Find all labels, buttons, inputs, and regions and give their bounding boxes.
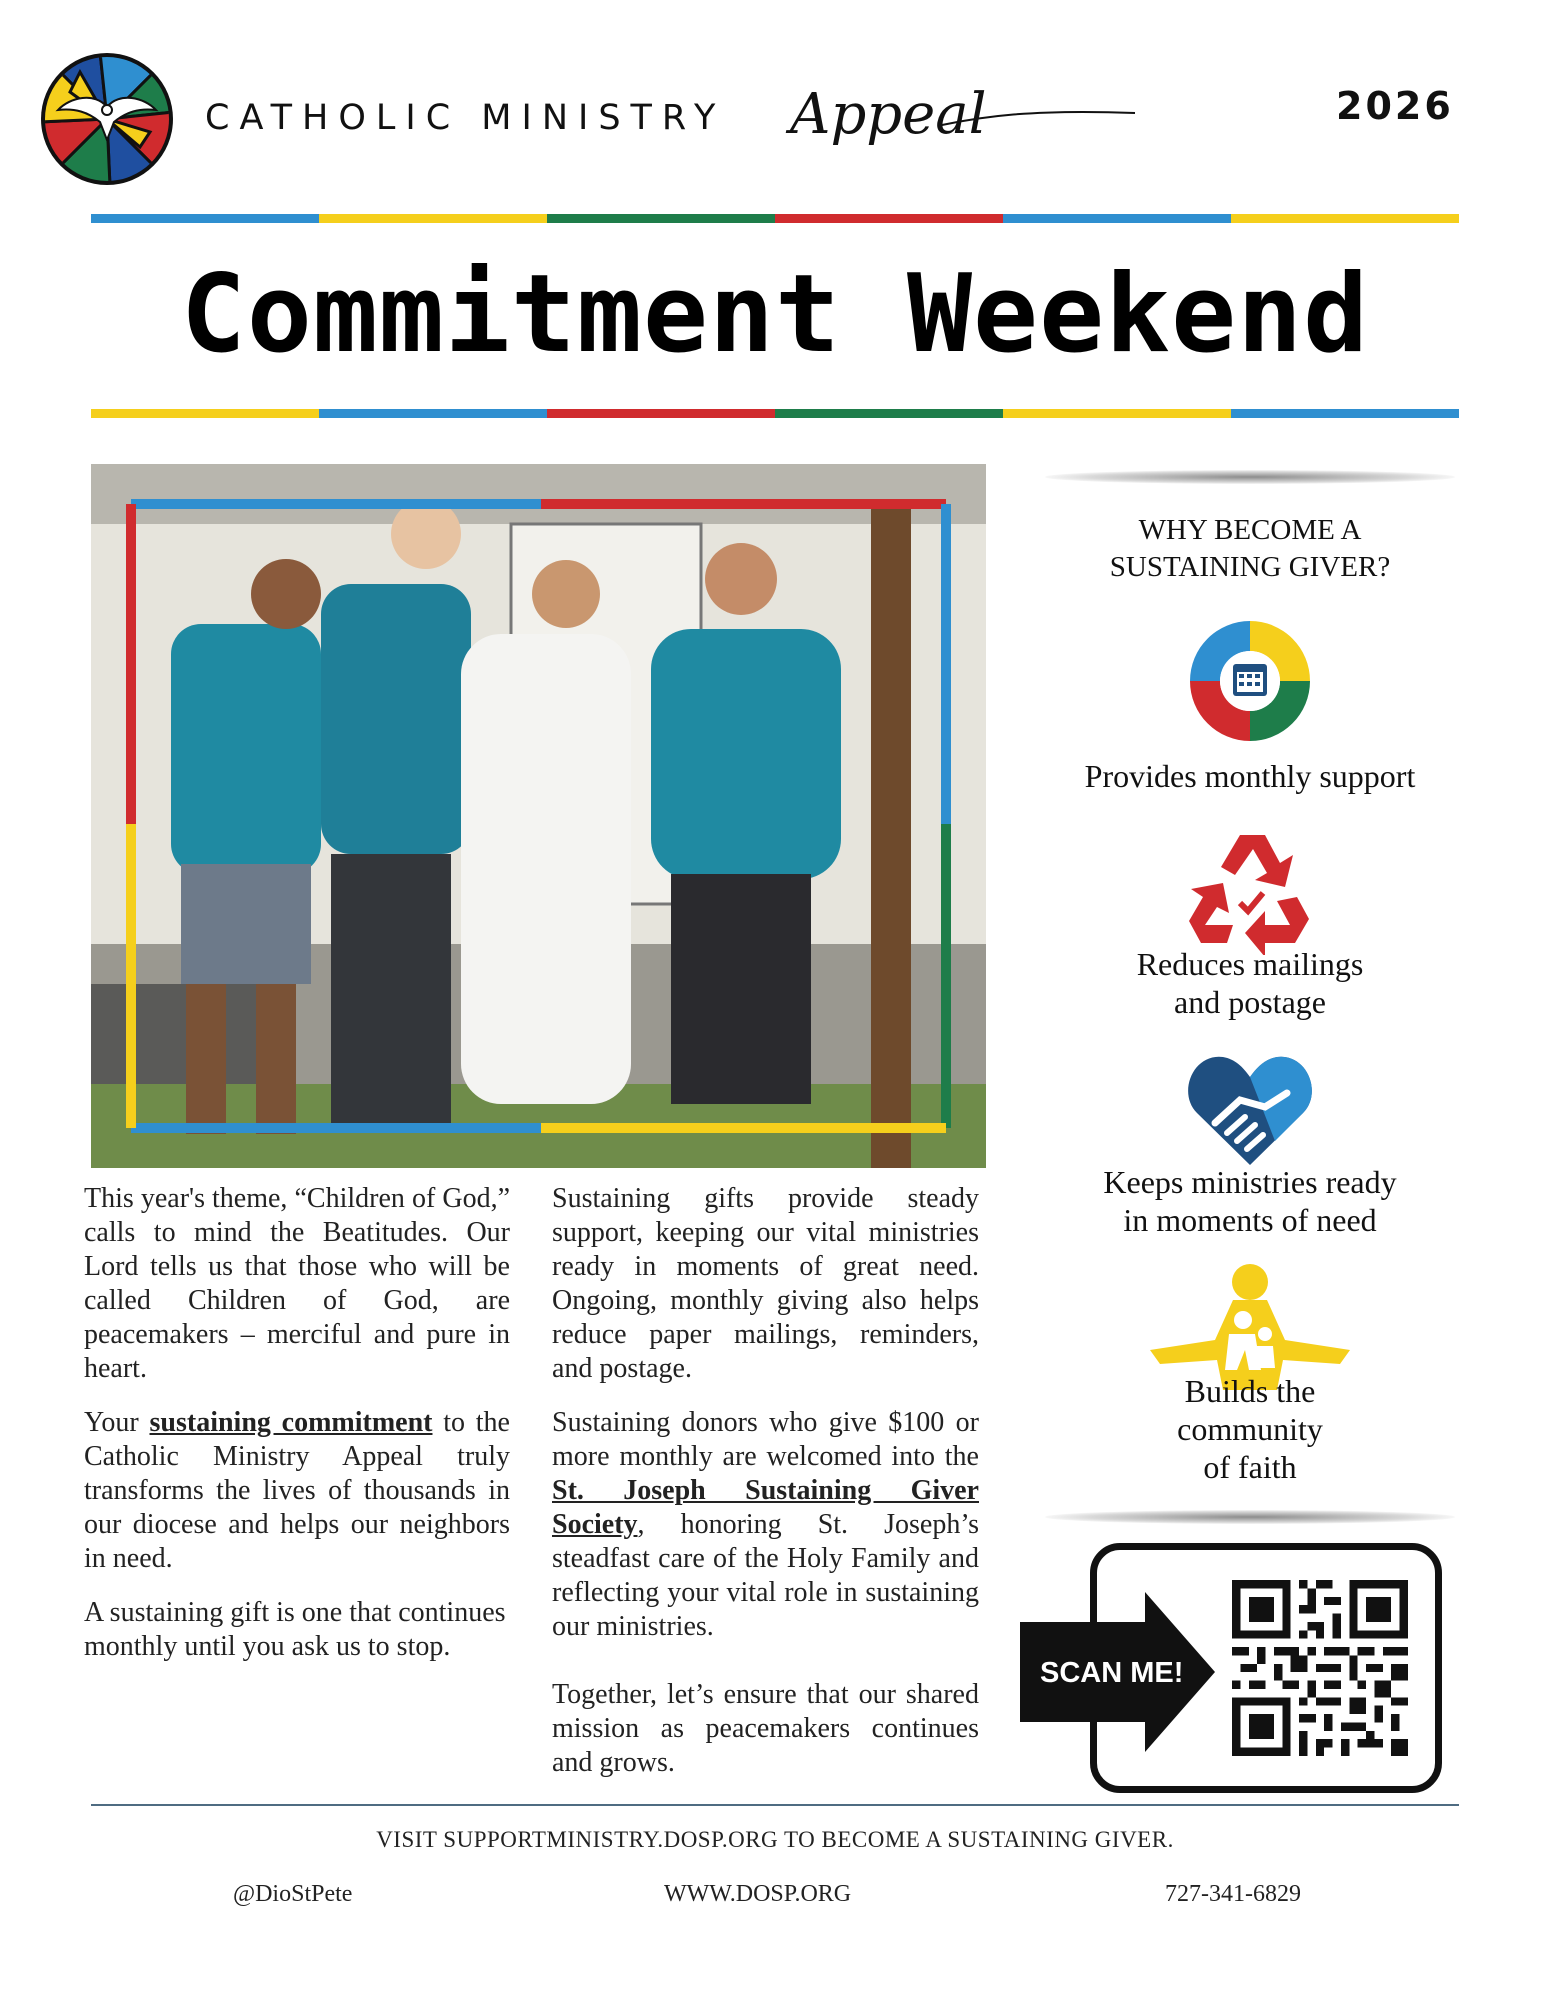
visit-cta: VISIT SUPPORTMINISTRY.DOSP.ORG TO BECOME A SUSTAINING GIVER.	[376, 1827, 1174, 1852]
website-link[interactable]: WWW.DOSP.ORG	[664, 1881, 852, 1907]
commitment-paragraph	[84, 1406, 510, 1576]
sidebar-top-shadow	[1045, 470, 1455, 484]
benefit-line: of faith	[1203, 1449, 1297, 1485]
phone-number[interactable]: 727-341-6829	[1165, 1881, 1301, 1907]
stripe-segment	[319, 214, 547, 223]
benefit-reduces-mailings	[1040, 945, 1460, 1021]
body-column-1	[84, 1182, 510, 1684]
handshake-heart-icon	[1185, 1045, 1315, 1175]
social-handle[interactable]: @DioStPete	[233, 1881, 353, 1907]
stripe-segment	[1003, 409, 1231, 418]
stripe-segment	[547, 409, 775, 418]
text-span: , honoring St. Joseph’s steadfast care of the Holy Family and reflecting your vital role in sustaining our ministries.	[552, 1509, 979, 1642]
stripe-segment	[547, 214, 775, 223]
footer-divider	[91, 1804, 1459, 1806]
calendar-cycle-icon	[1185, 616, 1315, 746]
benefit-line: Provides monthly support	[1084, 758, 1416, 794]
benefit-monthly-support	[1040, 757, 1460, 795]
text-span: to the Catholic Ministry Appeal truly transforms the lives of thousands in our diocese and helps our neighbors in need.	[84, 1407, 510, 1574]
page-title: Commitment Weekend	[180, 252, 1370, 377]
stripe-segment	[1231, 409, 1459, 418]
volunteers-photo	[91, 464, 986, 1168]
text-span: Your	[84, 1407, 150, 1438]
stripe-segment	[775, 409, 1003, 418]
benefit-line: in moments of need	[1123, 1202, 1377, 1238]
benefit-line: community	[1177, 1411, 1323, 1447]
sidebar-heading	[1045, 512, 1455, 586]
body-column-2	[552, 1182, 979, 1800]
sustaining-commitment-link[interactable]: sustaining commitment	[149, 1407, 433, 1438]
color-stripe-bottom	[91, 409, 1459, 418]
stripe-segment	[775, 214, 1003, 223]
closing-paragraph: Together, let’s ensure that our shared mission as peacemakers continues and grows.	[552, 1679, 979, 1778]
color-stripe-top	[91, 214, 1459, 223]
christ-community-icon	[1145, 1260, 1355, 1390]
sidebar-bottom-shadow	[1045, 1510, 1455, 1524]
gifts-paragraph: Sustaining gifts provide steady support, keeping our vital ministries ready in moments of great need. Ongoing, monthly giving also helps reduce paper mailings, reminders, and postage.	[552, 1183, 979, 1384]
appeal-logo	[40, 52, 174, 186]
brand-script: Appeal	[790, 82, 987, 147]
stripe-segment	[91, 409, 319, 418]
benefit-ministries-ready	[1040, 1163, 1460, 1239]
stripe-segment	[1003, 214, 1231, 223]
recycle-icon	[1185, 825, 1315, 955]
benefit-line: Keeps ministries ready	[1103, 1164, 1397, 1200]
stripe-segment	[1231, 214, 1459, 223]
stripe-segment	[91, 214, 319, 223]
benefit-line: Builds the	[1184, 1373, 1316, 1409]
brand-name: CATHOLIC MINISTRY	[205, 98, 726, 138]
qr-code[interactable]	[1232, 1580, 1408, 1756]
scan-me-label: SCAN ME!	[1040, 1657, 1184, 1689]
year-label: 2026	[1336, 84, 1454, 128]
sidebar-heading-line: SUSTAINING GIVER?	[1109, 551, 1391, 583]
society-paragraph	[552, 1406, 979, 1644]
benefit-line: Reduces mailings	[1136, 946, 1364, 982]
theme-paragraph: This year's theme, “Children of God,” calls to mind the Beatitudes. Our Lord tells us that those who will be called Children of God, are peacemakers – merciful and pure in heart.	[84, 1183, 510, 1384]
benefit-line: and postage	[1174, 984, 1326, 1020]
sidebar-heading-line: WHY BECOME A	[1138, 514, 1362, 546]
text-span: Sustaining donors who give $100 or more monthly are welcomed into the	[552, 1407, 979, 1472]
stripe-segment	[319, 409, 547, 418]
brand-swash	[940, 95, 1140, 135]
st-joseph-society-link[interactable]: St. Joseph Sustaining Giver Society	[552, 1475, 979, 1540]
benefit-builds-community	[1040, 1372, 1460, 1486]
definition-paragraph: A sustaining gift is one that continues monthly until you ask us to stop.	[84, 1597, 506, 1662]
